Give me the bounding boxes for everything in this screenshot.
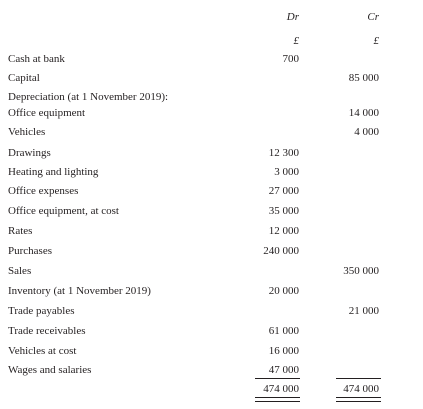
row-label: Rates bbox=[8, 225, 33, 237]
cr-value: 85 000 bbox=[348, 72, 379, 84]
dr-value: 35 000 bbox=[268, 205, 299, 217]
dr-column-header: Dr bbox=[286, 11, 299, 23]
dr-value: 700 bbox=[282, 53, 299, 65]
totals-row bbox=[0, 382, 423, 398]
table-row bbox=[0, 106, 423, 122]
table-row bbox=[0, 52, 423, 68]
dr-value: 27 000 bbox=[268, 185, 299, 197]
table-row bbox=[0, 304, 423, 320]
row-label: Drawings bbox=[8, 147, 51, 159]
table-row bbox=[0, 184, 423, 200]
cr-value: 14 000 bbox=[348, 107, 379, 119]
dr-value: 16 000 bbox=[268, 345, 299, 357]
row-label: Inventory (at 1 November 2019) bbox=[8, 285, 151, 297]
row-label: Vehicles at cost bbox=[8, 345, 77, 357]
row-label: Cash at bank bbox=[8, 53, 65, 65]
table-row bbox=[0, 324, 423, 340]
cr-total-double-rule bbox=[336, 397, 381, 402]
table-row bbox=[0, 125, 423, 141]
row-label: Depreciation (at 1 November 2019): bbox=[8, 91, 169, 103]
cr-value: 350 000 bbox=[343, 265, 379, 277]
dr-value: 61 000 bbox=[268, 325, 299, 337]
dr-value: 12 000 bbox=[268, 225, 299, 237]
table-row bbox=[0, 344, 423, 360]
row-label: Office expenses bbox=[8, 185, 79, 197]
row-label: Office equipment bbox=[8, 107, 86, 119]
cr-column-header: Cr bbox=[367, 11, 379, 23]
dr-value: 20 000 bbox=[268, 285, 299, 297]
cr-total: 474 000 bbox=[343, 383, 379, 395]
table-row bbox=[0, 363, 423, 379]
table-row bbox=[0, 71, 423, 87]
cr-currency-label: £ bbox=[373, 35, 379, 47]
dr-value: 3 000 bbox=[274, 166, 299, 178]
cr-subtotal-rule bbox=[336, 378, 381, 379]
table-row bbox=[0, 264, 423, 280]
row-label: Sales bbox=[8, 265, 32, 277]
row-label: Trade payables bbox=[8, 305, 75, 317]
table-row bbox=[0, 244, 423, 260]
table-row bbox=[0, 284, 423, 300]
table-row bbox=[0, 224, 423, 240]
row-label: Vehicles bbox=[8, 126, 46, 138]
table-row bbox=[0, 204, 423, 220]
dr-total: 474 000 bbox=[263, 383, 299, 395]
cr-value: 21 000 bbox=[348, 305, 379, 317]
table-row bbox=[0, 146, 423, 162]
table-row bbox=[0, 90, 423, 106]
dr-total-double-rule bbox=[255, 397, 300, 402]
row-label: Heating and lighting bbox=[8, 166, 99, 178]
table-row bbox=[0, 165, 423, 181]
cr-value: 4 000 bbox=[354, 126, 379, 138]
row-label: Capital bbox=[8, 72, 40, 84]
dr-value: 240 000 bbox=[263, 245, 299, 257]
dr-currency-label: £ bbox=[293, 35, 299, 47]
row-label: Office equipment, at cost bbox=[8, 205, 119, 217]
dr-value: 47 000 bbox=[268, 364, 299, 376]
dr-value: 12 300 bbox=[268, 147, 299, 159]
row-label: Trade receivables bbox=[8, 325, 86, 337]
row-label: Wages and salaries bbox=[8, 364, 92, 376]
dr-subtotal-rule bbox=[255, 378, 300, 379]
row-label: Purchases bbox=[8, 245, 52, 257]
